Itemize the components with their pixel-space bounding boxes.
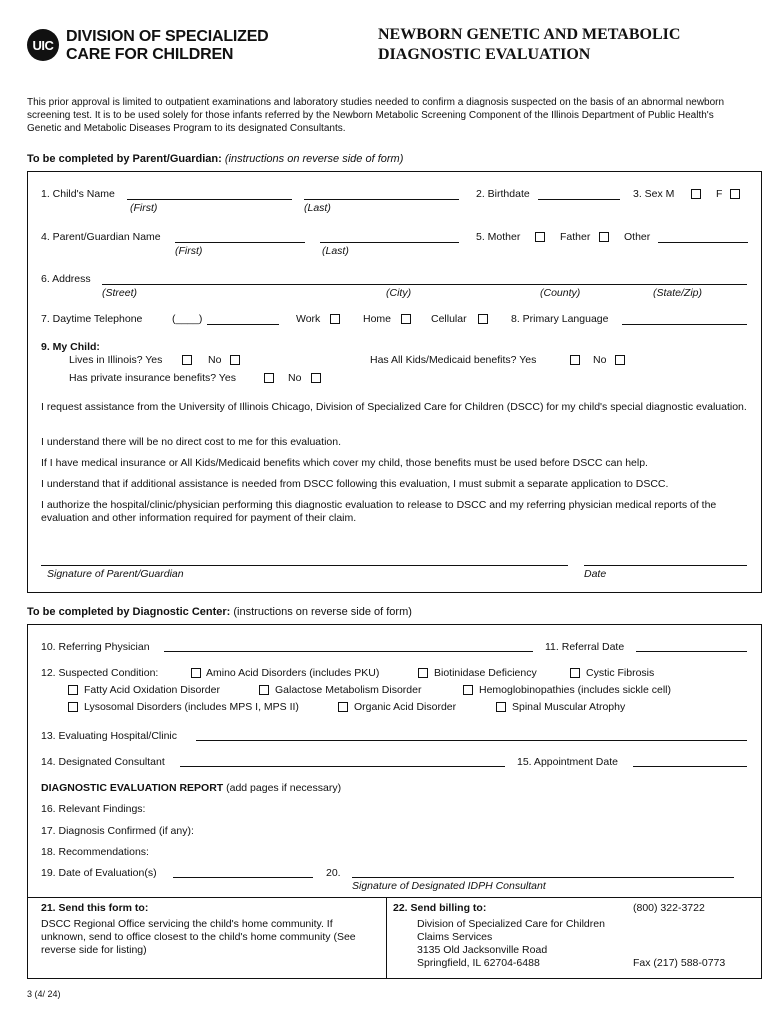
area-code-field[interactable]: (____) (172, 313, 203, 325)
referring-physician-field[interactable] (164, 651, 533, 652)
parent-section-heading (27, 153, 403, 165)
guardian-name-label: 4. Parent/Guardian Name (41, 231, 161, 243)
work-label: Work (296, 313, 321, 325)
send-form-text: DSCC Regional Office servicing the child's home community. If unknown, send to office closest to the child's home community (See reverse side for listing) (41, 918, 356, 956)
galactose-label: Galactose Metabolism Disorder (275, 684, 422, 696)
designated-consultant-field[interactable] (180, 766, 505, 767)
lives-illinois-label: Lives in Illinois? Yes (69, 354, 163, 366)
billing-line-4: Springfield, IL 62704-6488 (417, 957, 540, 969)
biotinidase-label: Biotinidase Deficiency (434, 667, 537, 679)
amino-acid-label: Amino Acid Disorders (includes PKU) (206, 667, 380, 679)
my-child-label: 9. My Child: (41, 341, 100, 353)
guardian-first-name-field[interactable] (175, 242, 305, 243)
child-last-name-field[interactable] (304, 199, 459, 200)
first-caption: (First) (130, 202, 158, 214)
amino-acid-checkbox[interactable] (191, 668, 201, 678)
sma-label: Spinal Muscular Atrophy (512, 701, 626, 713)
bottom-divider (27, 897, 762, 898)
birthdate-field[interactable] (538, 199, 620, 200)
org-name (66, 28, 269, 64)
center-section-heading (27, 606, 412, 618)
child-first-name-field[interactable] (127, 199, 292, 200)
father-checkbox[interactable] (599, 232, 609, 242)
billing-fax: Fax (217) 588-0773 (633, 957, 726, 969)
recommendations-label: 18. Recommendations: (41, 846, 149, 858)
organic-acid-checkbox[interactable] (338, 702, 348, 712)
fatty-acid-label: Fatty Acid Oxidation Disorder (84, 684, 220, 696)
mother-checkbox[interactable] (535, 232, 545, 242)
consent-no-cost: I understand there will be no direct cost to me for this evaluation. (41, 436, 341, 448)
county-caption: (County) (540, 287, 581, 299)
intro-paragraph: This prior approval is limited to outpatient examinations and laboratory studies needed to confirm a diagnosis suspected on the basis of an abnormal newborn screening test. It is to be used solely for those infants referred by the Newborn Metabolic Screening Component of the Illinois Department of Public Health's Genetic and Metabolic Diseases Program to its designated Consultants. (27, 97, 725, 134)
appointment-date-label: 15. Appointment Date (517, 756, 618, 768)
billing-line-2: Claims Services (417, 931, 493, 943)
title-line-1: NEWBORN GENETIC AND METABOLIC (378, 26, 681, 43)
parent-signature-field[interactable] (41, 565, 568, 566)
cystic-fibrosis-label: Cystic Fibrosis (586, 667, 655, 679)
cystic-fibrosis-checkbox[interactable] (570, 668, 580, 678)
biotinidase-checkbox[interactable] (418, 668, 428, 678)
report-heading-note: (add pages if necessary) (226, 782, 342, 794)
billing-line-3: 3135 Old Jacksonville Road (417, 944, 548, 956)
lives-illinois-yes-checkbox[interactable] (182, 355, 192, 365)
idph-signature-field[interactable] (352, 877, 734, 878)
city-caption: (City) (386, 287, 412, 299)
idph-signature-caption: Signature of Designated IDPH Consultant (352, 880, 546, 892)
mother-label: 5. Mother (476, 231, 521, 243)
diagnosis-confirmed-label: 17. Diagnosis Confirmed (if any): (41, 825, 194, 837)
organic-acid-label: Organic Acid Disorder (354, 701, 457, 713)
title-line-2: DIAGNOSTIC EVALUATION (378, 46, 591, 63)
allkids-yes-checkbox[interactable] (570, 355, 580, 365)
daytime-telephone-label: 7. Daytime Telephone (41, 313, 143, 325)
referring-physician-label: 10. Referring Physician (41, 641, 150, 653)
lives-illinois-no-checkbox[interactable] (230, 355, 240, 365)
private-insurance-label: Has private insurance benefits? Yes (69, 372, 236, 384)
sma-checkbox[interactable] (496, 702, 506, 712)
billing-phone: (800) 322-3722 (633, 902, 705, 914)
relevant-findings-label: 16. Relevant Findings: (41, 803, 146, 815)
evaluating-hospital-label: 13. Evaluating Hospital/Clinic (41, 730, 177, 742)
hemoglobinopathies-label: Hemoglobinopathies (includes sickle cell) (479, 684, 672, 696)
lives-illinois-no-label: No (208, 354, 222, 366)
street-caption: (Street) (102, 287, 138, 299)
address-label: 6. Address (41, 273, 91, 285)
private-insurance-no-label: No (288, 372, 302, 384)
allkids-no-label: No (593, 354, 607, 366)
private-insurance-yes-checkbox[interactable] (264, 373, 274, 383)
parent-heading-text: To be completed by Parent/Guardian: (27, 153, 222, 165)
send-form-label: 21. Send this form to: (41, 902, 149, 914)
guardian-last-name-field[interactable] (320, 242, 459, 243)
referral-date-label: 11. Referral Date (545, 641, 625, 653)
primary-language-field[interactable] (622, 324, 747, 325)
guardian-last-caption: (Last) (322, 245, 349, 257)
child-name-label: 1. Child's Name (41, 188, 115, 200)
consent-authorize: I authorize the hospital/clinic/physician performing this diagnostic evaluation to release to DSCC and my referring physician medical reports of the evaluation and other information required for payment of their claim. (41, 499, 717, 524)
parent-heading-instructions: (instructions on reverse side of form) (224, 153, 404, 165)
address-field[interactable] (102, 284, 747, 285)
lysosomal-label: Lysosomal Disorders (includes MPS I, MPS II) (84, 701, 299, 713)
report-heading-text: DIAGNOSTIC EVALUATION REPORT (41, 782, 224, 794)
last-caption: (Last) (304, 202, 331, 214)
allkids-no-checkbox[interactable] (615, 355, 625, 365)
guardian-first-caption: (First) (175, 245, 203, 257)
form-number: 3 (4/ 24) (27, 989, 61, 999)
parent-signature-caption: Signature of Parent/Guardian (47, 568, 184, 580)
parent-date-caption: Date (584, 568, 607, 580)
home-checkbox[interactable] (401, 314, 411, 324)
form-title (378, 25, 680, 65)
telephone-field[interactable] (207, 324, 279, 325)
work-checkbox[interactable] (330, 314, 340, 324)
home-label: Home (363, 313, 392, 325)
date-of-evaluation-field[interactable] (173, 877, 313, 878)
send-billing-label: 22. Send billing to: (393, 902, 487, 914)
lysosomal-checkbox[interactable] (68, 702, 78, 712)
birthdate-label: 2. Birthdate (476, 188, 530, 200)
appointment-date-field[interactable] (633, 766, 747, 767)
parent-date-field[interactable] (584, 565, 747, 566)
consent-request: I request assistance from the University of Illinois Chicago, Division of Specialized Care for Children (DSCC) for my child's special diagnostic evaluation. (41, 401, 747, 413)
evaluating-hospital-field[interactable] (196, 740, 747, 741)
fatty-acid-checkbox[interactable] (68, 685, 78, 695)
uic-logo: UIC (27, 29, 59, 61)
hemoglobinopathies-checkbox[interactable] (463, 685, 473, 695)
suspected-condition-label: 12. Suspected Condition: (41, 667, 159, 679)
consent-additional: I understand that if additional assistance is needed from DSCC following this evaluation, I must submit a separate application to DSCC. (41, 478, 669, 490)
org-line-1: DIVISION OF SPECIALIZED (66, 28, 269, 45)
state-zip-caption: (State/Zip) (653, 287, 703, 299)
referral-date-field[interactable] (636, 651, 747, 652)
allkids-label: Has All Kids/Medicaid benefits? Yes (370, 354, 537, 366)
report-heading (41, 782, 341, 794)
designated-consultant-label: 14. Designated Consultant (41, 756, 165, 768)
other-label: Other (624, 231, 651, 243)
center-heading-instructions: (instructions on reverse side of form) (233, 606, 412, 618)
cellular-label: Cellular (431, 313, 467, 325)
primary-language-label: 8. Primary Language (511, 313, 609, 325)
sex-f-label: F (716, 188, 723, 200)
sex-label: 3. Sex M (633, 188, 675, 200)
bottom-vertical-divider (386, 897, 387, 979)
date-of-evaluation-label: 19. Date of Evaluation(s) (41, 867, 157, 879)
item-20-label: 20. (326, 867, 341, 879)
sex-m-checkbox[interactable] (691, 189, 701, 199)
cellular-checkbox[interactable] (478, 314, 488, 324)
father-label: Father (560, 231, 591, 243)
private-insurance-no-checkbox[interactable] (311, 373, 321, 383)
galactose-checkbox[interactable] (259, 685, 269, 695)
billing-line-1: Division of Specialized Care for Children (417, 918, 605, 930)
consent-insurance: If I have medical insurance or All Kids/Medicaid benefits which cover my child, those benefits must be used before DSCC can help. (41, 457, 648, 469)
org-line-2: CARE FOR CHILDREN (66, 46, 234, 63)
center-heading-text: To be completed by Diagnostic Center: (27, 606, 231, 618)
other-field[interactable] (658, 242, 748, 243)
sex-f-checkbox[interactable] (730, 189, 740, 199)
